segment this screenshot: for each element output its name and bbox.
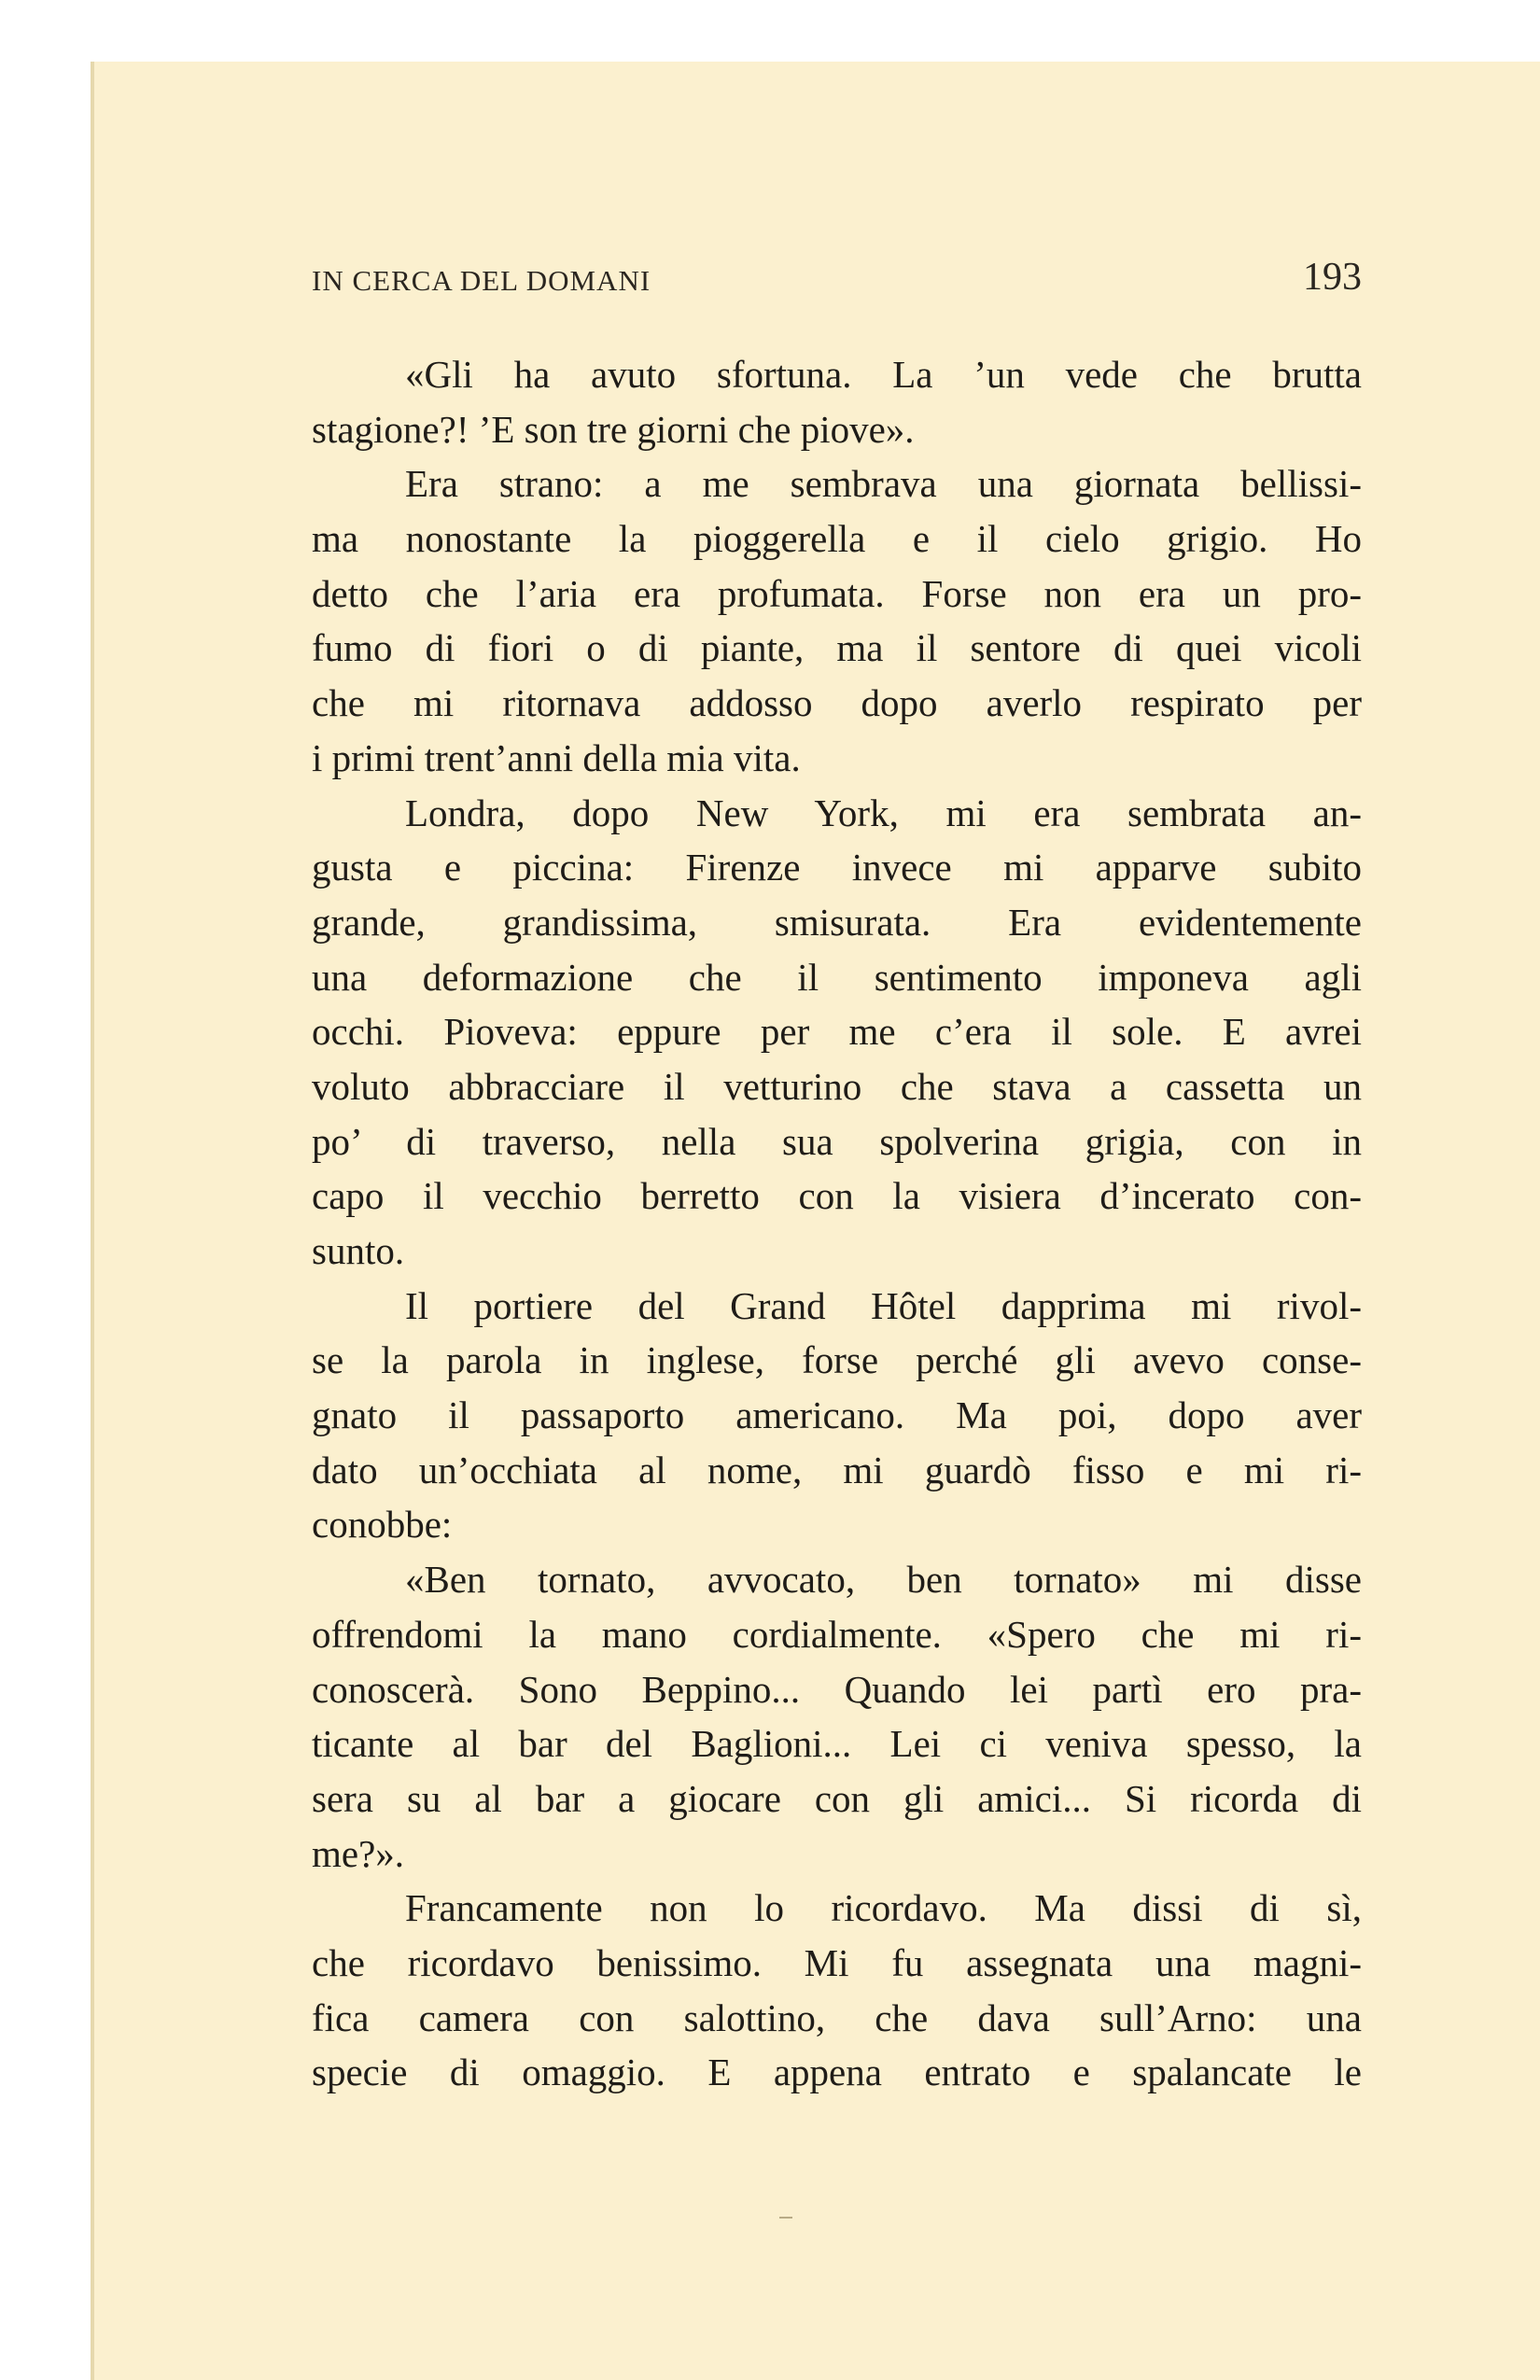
text-line: fumo di fiori o di piante, ma il sentore di quei vicoli [312,626,1362,670]
text-line: occhi. Pioveva: eppure per me c’era il sole. E avrei [312,1010,1362,1054]
text-line: Era strano: a me sembrava una giornata bellissi- [405,462,1362,506]
body-text [312,347,1362,2100]
text-line: capo il vecchio berretto con la visiera d’incerato con- [312,1174,1362,1218]
text-line: una deformazione che il sentimento imponeva agli [312,955,1362,999]
text-line: fica camera con salottino, che dava sull’Arno: una [312,1995,1362,2039]
text-line: gnato il passaporto americano. Ma poi, dopo aver [312,1393,1362,1437]
text-line: po’ di traverso, nella sua spolverina grigia, con in [312,1119,1362,1163]
text-line: sunto. [312,1229,405,1272]
page-number: 193 [1303,256,1362,299]
text-line: se la parola in inglese, forse perché gli avevo conse- [312,1338,1362,1382]
text-line: conobbe: [312,1503,453,1547]
text-line: Londra, dopo New York, mi era sembrata an- [405,791,1362,834]
text-line: «Gli ha avuto sfortuna. La ’un vede che brutta [405,353,1362,396]
text-line: sera su al bar a giocare con gli amici... Si ricorda di [312,1776,1362,1820]
paper-speck [779,2217,792,2219]
text-line: gusta e piccina: Firenze invece mi apparve subito [312,846,1362,889]
text-line: che ricordavo benissimo. Mi fu assegnata una magni- [312,1940,1362,1984]
text-line: voluto abbracciare il vetturino che stava a cassetta un [312,1064,1362,1108]
text-line: detto che l’aria era profumata. Forse non era un pro- [312,571,1362,615]
text-line: conoscerà. Sono Beppino... Quando lei partì ero pra- [312,1667,1362,1711]
text-line: ticante al bar del Baglioni... Lei ci veniva spesso, la [312,1722,1362,1766]
text-line: specie di omaggio. E appena entrato e spalancate le [312,2051,1362,2094]
page-header [312,256,1362,305]
text-line: offrendomi la mano cordialmente. «Spero che mi ri- [312,1612,1362,1656]
text-line: stagione?! ’E son tre giorni che piove». [312,407,915,451]
text-line: grande, grandissima, smisurata. Era evidentemente [312,900,1362,944]
text-line: Il portiere del Grand Hôtel dapprima mi rivol- [405,1283,1362,1327]
text-line: «Ben tornato, avvocato, ben tornato» mi disse [405,1558,1362,1602]
text-line: dato un’occhiata al nome, mi guardò fisso e mi ri- [312,1448,1362,1491]
text-line: i primi trent’anni della mia vita. [312,735,801,779]
text-line: che mi ritornava addosso dopo averlo respirato per [312,681,1362,725]
text-line: ma nonostante la pioggerella e il cielo grigio. Ho [312,517,1362,561]
text-line: Francamente non lo ricordavo. Ma dissi di sì, [405,1886,1362,1930]
text-line: me?». [312,1831,405,1875]
running-title: IN CERCA DEL DOMANI [312,264,651,297]
